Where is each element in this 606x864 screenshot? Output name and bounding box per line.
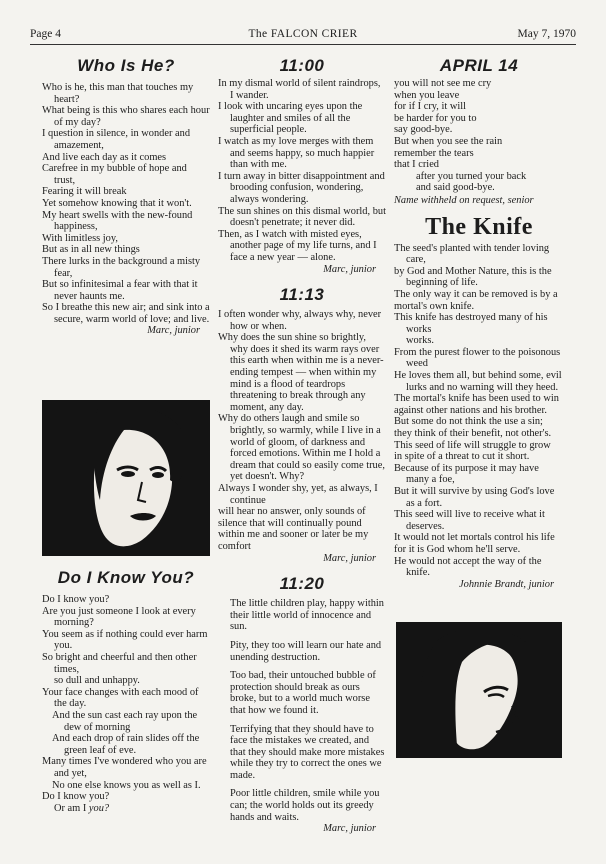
poem-line: I watch as my love merges with them and seems happy, so much happier than with me. bbox=[218, 135, 375, 171]
poem-last-line-text: Or am I bbox=[54, 802, 89, 814]
poem-line: Because of its purpose it may have many a foe, bbox=[394, 462, 539, 486]
poem-line: Carefree in my bubble of hope and trust, bbox=[42, 163, 187, 186]
poem-line: But as in all new things bbox=[42, 244, 140, 256]
page-number: Page 4 bbox=[30, 28, 61, 40]
poem-line: With limitless joy, bbox=[42, 232, 118, 244]
poem-line: Many times I've wondered who you are and yet, bbox=[42, 756, 207, 779]
poem-line: In my dismal world of silent raindrops, I wander. bbox=[218, 78, 381, 101]
poem-line: they think of their benefit, not other's. bbox=[394, 428, 552, 440]
poem-line: by God and Mother Nature, this is the beginning of life. bbox=[394, 265, 552, 289]
poem-line: You seem as if nothing could ever harm you. bbox=[42, 628, 208, 652]
poem-the-knife-body bbox=[394, 243, 564, 579]
poem-line: He would not accept the way of the knife. bbox=[394, 555, 542, 579]
poem-line: The seed's planted with tender loving care, bbox=[394, 242, 550, 266]
poem-line: Always I wonder shy, yet, as always, I continue bbox=[218, 483, 378, 506]
poem-line: for if I cry, it will bbox=[394, 101, 467, 113]
poem-line: remember the tears bbox=[394, 147, 474, 159]
poem-line: I look with uncaring eyes upon the laughter and smiles of all the superficial people. bbox=[218, 101, 363, 136]
poem-line: From the purest flower to the poisonous weed bbox=[394, 346, 561, 370]
poem-line: The only way it can be removed is by a bbox=[394, 288, 558, 300]
poem-line: in spite of a threat to cut it short. bbox=[394, 451, 530, 463]
poem-signature: Marc, junior bbox=[147, 325, 200, 337]
issue-date: May 7, 1970 bbox=[517, 28, 576, 40]
poem-title-1113: 11:13 bbox=[279, 285, 325, 305]
poem-line: There lurks in the background a misty fear, bbox=[42, 255, 201, 279]
poem-line: What being is this who shares each hour of my day? bbox=[42, 105, 210, 128]
poem-line: And each drop of rain slides off the green leaf of eve. bbox=[52, 733, 200, 756]
poem-line: And live each day as it comes bbox=[42, 151, 167, 163]
poem-line: mortal's own knife. bbox=[394, 300, 475, 312]
poem-1100-body bbox=[218, 78, 386, 264]
poem-line: This seed of life will struggle to grow bbox=[394, 439, 551, 451]
poem-line: But it will survive by using God's love as a fort. bbox=[394, 486, 555, 509]
column-2 bbox=[218, 56, 386, 835]
poem-line: And the sun cast each ray upon the dew of morning bbox=[52, 709, 198, 733]
poem-line: that I cried bbox=[394, 159, 440, 171]
poem-line: say good-bye. bbox=[394, 124, 453, 136]
poem-line: Why does the sun shine so brightly, why does it shed its warm rays over this earth when within me is a never-ending tempest — when within my mind is a flood of teardrops threatening to break through any moment, any day. bbox=[218, 332, 384, 413]
poem-signature: Marc, junior bbox=[323, 823, 376, 835]
poem-line: Terrifying that they should have to face the mistakes we created, and that they should make more mistakes while they try to correct the ones we made. bbox=[230, 723, 385, 781]
poem-line: and said good-bye. bbox=[416, 182, 495, 194]
poem-1113-body bbox=[218, 309, 386, 552]
page-header bbox=[30, 28, 576, 45]
poem-1120-body bbox=[218, 598, 386, 823]
poem-line: The little children play, happy within their little world of innocence and sun. bbox=[230, 598, 384, 633]
poem-line: after you turned your back bbox=[416, 170, 527, 182]
poem-signature: Marc, junior bbox=[323, 263, 376, 275]
poem-line: No one else knows you as well as I. bbox=[52, 779, 201, 791]
poem-line: Do I know you? bbox=[42, 594, 110, 605]
column-3 bbox=[394, 56, 564, 590]
poem-title-the-knife: The Knife bbox=[425, 213, 533, 240]
poem-last-line-italic: you? bbox=[88, 802, 110, 814]
poem-title-who-is-he: Who Is He? bbox=[77, 56, 175, 75]
poem-line: Pity, they too will learn our hate and unending destruction. bbox=[230, 639, 382, 663]
poem-title-1120: 11:20 bbox=[279, 574, 325, 594]
poem-line: against other nations and his brother. bbox=[394, 404, 547, 416]
poem-line: so dull and unhappy. bbox=[54, 675, 140, 687]
illustration-woman-profile bbox=[396, 622, 562, 758]
poem-line: Then, as I watch with misted eyes, another page of my life turns, and I face a new year — alone. bbox=[218, 228, 377, 263]
woman-profile-icon bbox=[396, 622, 562, 758]
poem-line: I often wonder why, always why, never how or when. bbox=[218, 309, 382, 332]
poem-line: Too bad, their untouched bubble of protection should break as ours broke, but to a world much worse that how we found it. bbox=[230, 670, 376, 716]
poem-signature: Marc, junior bbox=[323, 552, 376, 564]
poem-line: will hear no answer, only sounds of silence that will continually pound within me and sooner or later be my bbox=[218, 506, 369, 541]
column-1 bbox=[42, 56, 210, 337]
poem-title-april-14: APRIL 14 bbox=[439, 56, 519, 75]
poem-signature: Johnnie Brandt, junior bbox=[459, 578, 554, 590]
newspaper-name: The FALCON CRIER bbox=[248, 28, 358, 40]
poem-line: This seed will live to receive what it deserves. bbox=[394, 509, 545, 532]
poem-line: Who is he, this man that touches my heart? bbox=[42, 82, 194, 105]
poem-line: when you leave bbox=[394, 89, 460, 101]
poem-line: It would not let mortals control his life bbox=[394, 532, 555, 544]
poem-line: But some do not think the use a sin; bbox=[394, 416, 543, 428]
poem-line: The sun shines on this dismal world, but doesn't penetrate; it never did. bbox=[218, 205, 386, 229]
poem-line: This knife has destroyed many of his works bbox=[394, 312, 548, 335]
poem-line: The mortal's knife has been used to win bbox=[394, 393, 559, 405]
poem-line: I question in silence, in wonder and amazement, bbox=[42, 128, 191, 151]
poem-april-14-body bbox=[394, 78, 564, 194]
poem-line: He loves them all, but behind some, evil lurks and no warning will they heed. bbox=[394, 370, 562, 393]
poem-line: But when you see the rain bbox=[394, 135, 503, 147]
poem-line: works. bbox=[406, 335, 434, 347]
poem-line: But so infinitesimal a fear with that it never haunts me. bbox=[42, 279, 198, 302]
poem-line: Yet somehow knowing that it won't. bbox=[42, 197, 192, 209]
poem-line: Do I know you? bbox=[42, 791, 110, 803]
poem-line: you will not see me cry bbox=[394, 78, 492, 89]
poem-line: My heart swells with the new-found happiness, bbox=[42, 209, 193, 233]
poem-line: Why do others laugh and smile so brightly, so warmly, while I live in a world of gloom, of darkness and forced emotions. Within me I hold a dream that could so easily come true, yet doesn't. Why? bbox=[218, 413, 385, 483]
poem-title-do-i-know-you: Do I Know You? bbox=[57, 568, 195, 587]
poem-line: be harder for you to bbox=[394, 112, 477, 124]
illustration-woman-long-hair bbox=[42, 400, 210, 556]
poem-do-i-know-you-body bbox=[42, 594, 210, 814]
poem-line: Your face changes with each mood of the day. bbox=[42, 686, 199, 710]
poem-line: Poor little children, smile while you can; the world holds out its greedy hands and waits. bbox=[230, 788, 380, 823]
woman-portrait-icon bbox=[42, 400, 210, 556]
poem-line: So bright and cheerful and then other times, bbox=[42, 651, 197, 675]
poem-line: comfort bbox=[218, 540, 251, 552]
poem-title-1100: 11:00 bbox=[279, 56, 325, 75]
poem-line: for it is God whom he'll serve. bbox=[394, 543, 521, 555]
column-1-lower bbox=[42, 568, 210, 814]
poem-line: So I breathe this new air; and sink into a secure, warm world of love; and live. bbox=[42, 302, 210, 325]
poem-line: I turn away in bitter disappointment and brooding confusion, wondering, always wondering. bbox=[218, 170, 385, 205]
poem-signature: Name withheld on request, senior bbox=[394, 194, 534, 206]
poem-who-is-he-body bbox=[42, 82, 210, 325]
poem-last-line bbox=[42, 803, 210, 815]
poem-line: Fearing it will break bbox=[42, 186, 127, 198]
poem-line: Are you just someone I look at every morning? bbox=[42, 605, 196, 629]
